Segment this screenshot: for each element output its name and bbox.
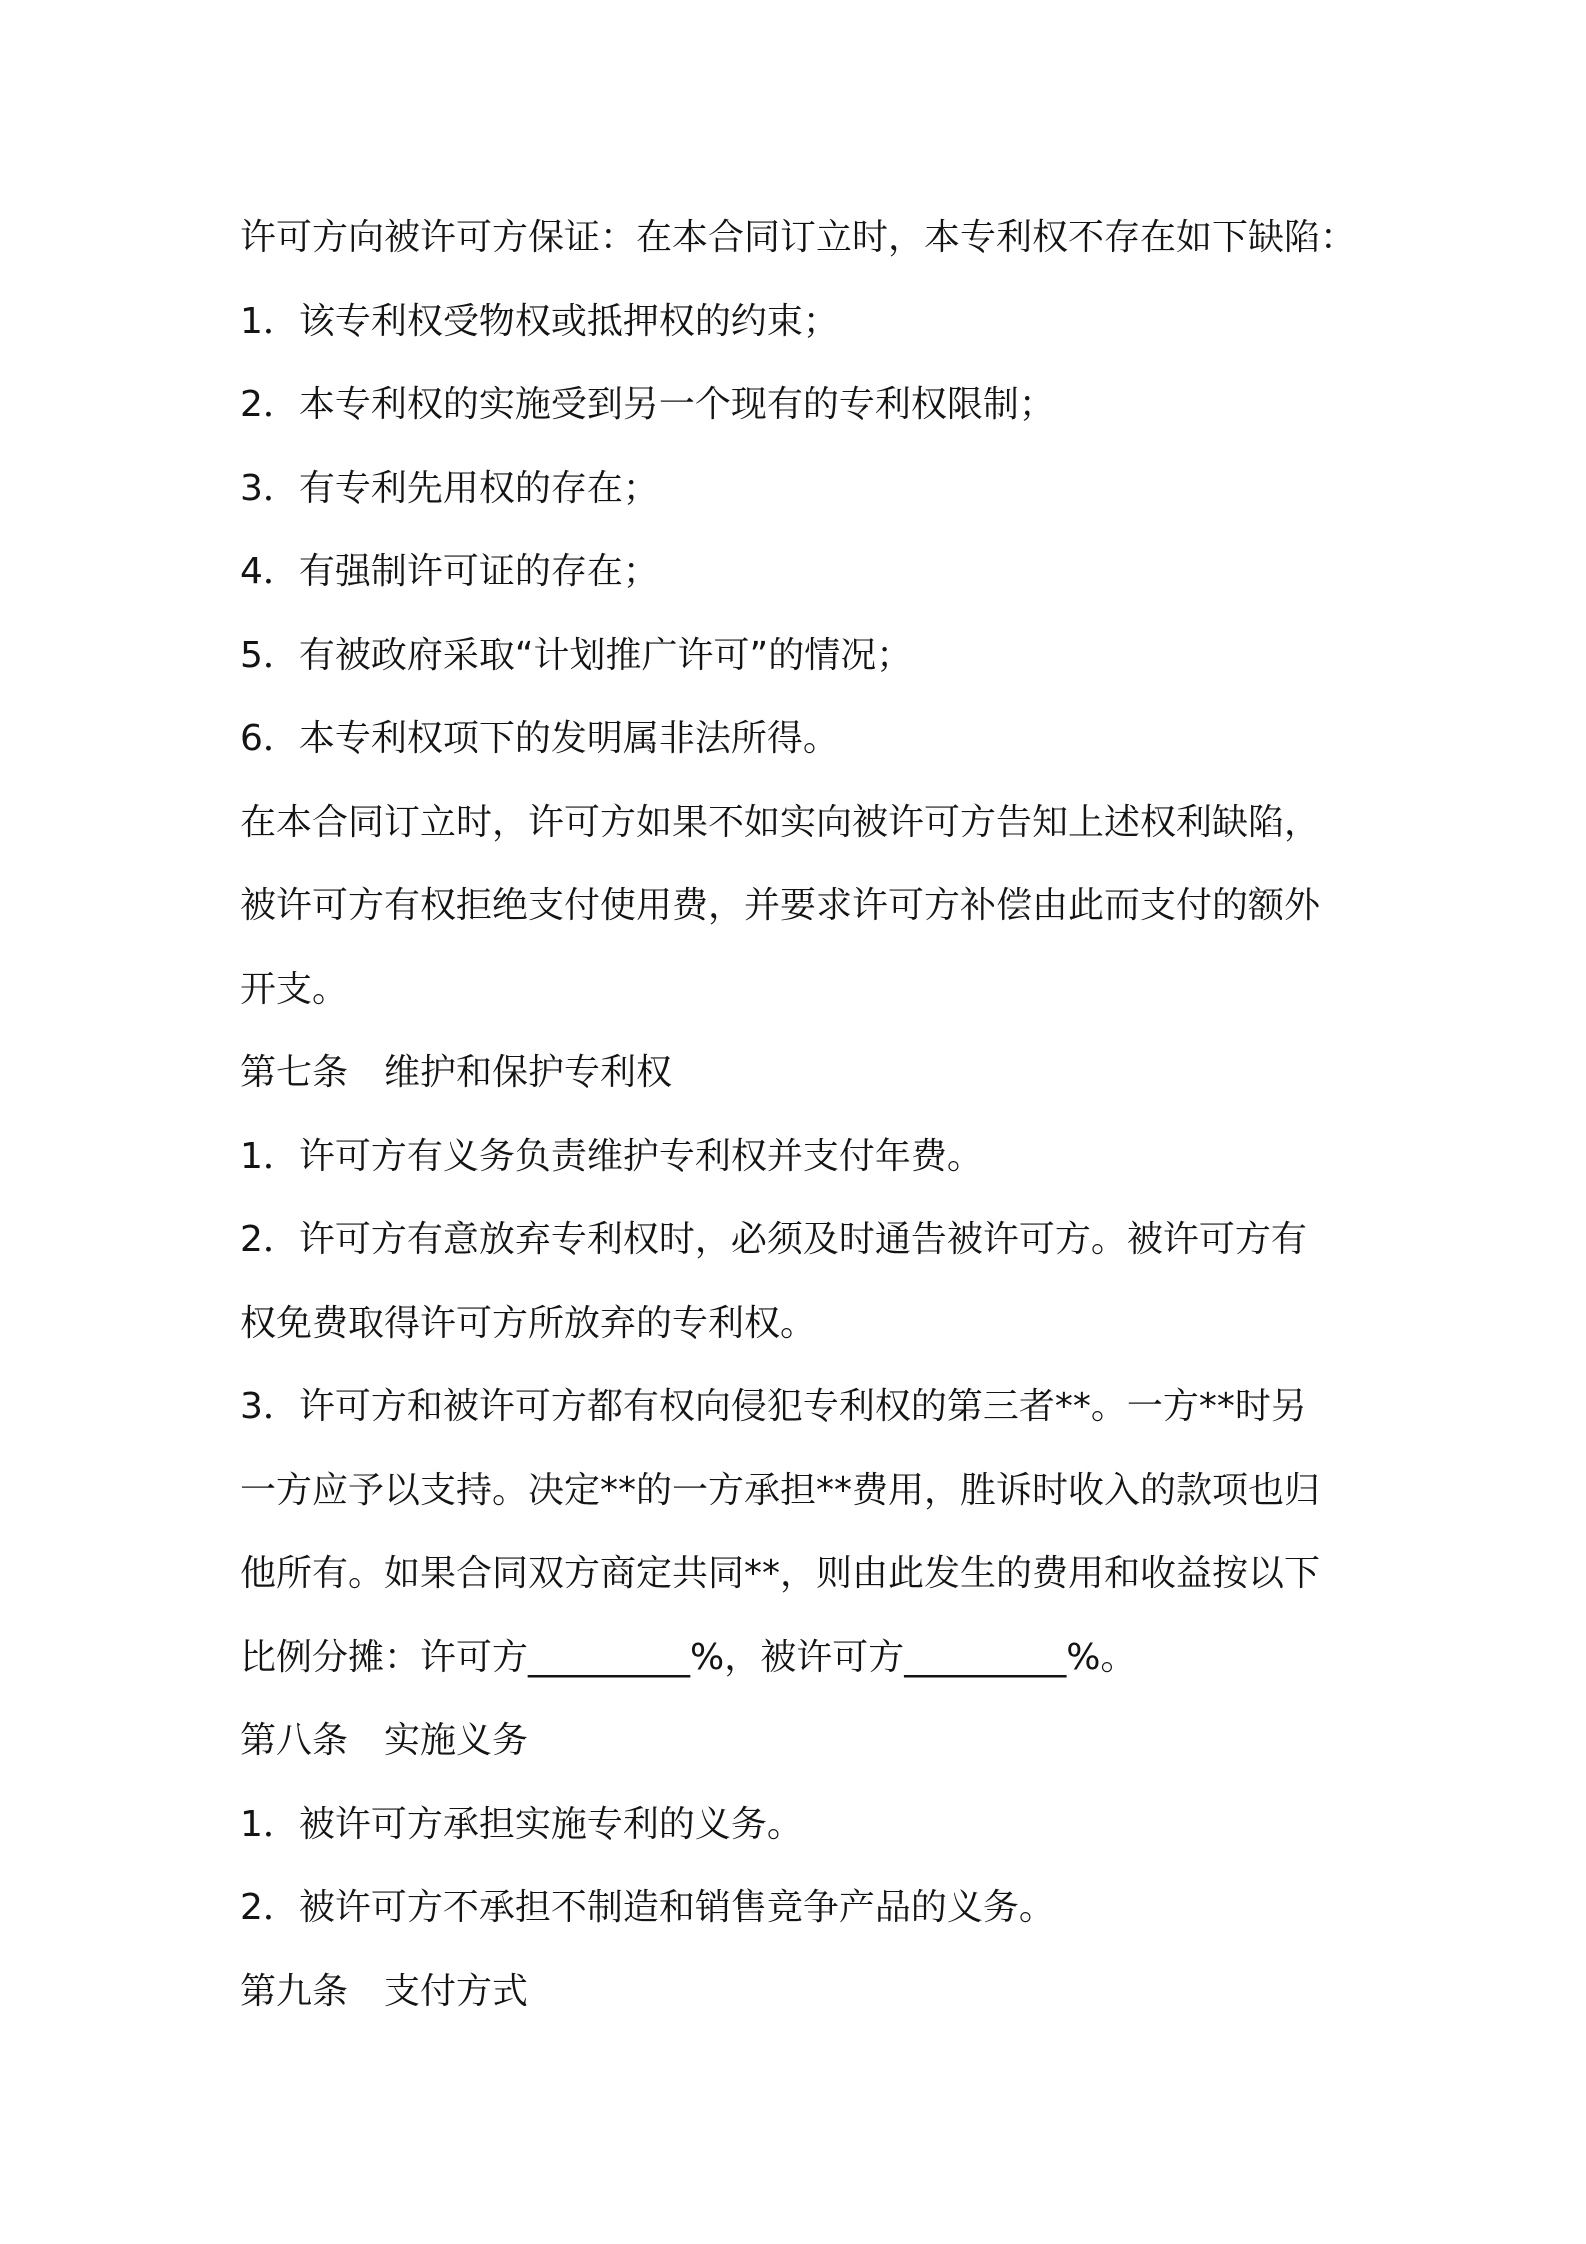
text-line-10: 开支。 xyxy=(240,968,349,1010)
text-line-18: 比例分摊：许可方_________%，被许可方_________%。 xyxy=(240,1636,1137,1678)
text-line-6: 5．有被政府采取“计划推广许可”的情况； xyxy=(240,634,913,676)
article-heading-7: 第七条 维护和保护专利权 xyxy=(240,1052,673,1093)
text-line-7: 6．本专利权项下的发明属非法所得。 xyxy=(240,718,839,759)
text-line-8: 在本合同订立时，许可方如果不如实向被许可方告知上述权利缺陷， xyxy=(240,801,1321,843)
text-line-1: 许可方向被许可方保证：在本合同订立时，本专利权不存在如下缺陷： xyxy=(240,217,1357,258)
text-line-14: 权免费取得许可方所放弃的专利权。 xyxy=(240,1302,817,1344)
text-line-21: 2．被许可方不承担不制造和销售竞争产品的义务。 xyxy=(240,1887,1055,1928)
article-heading-9: 第九条 支付方式 xyxy=(240,1970,529,2012)
text-line-13: 2．许可方有意放弃专利权时，必须及时通告被许可方。被许可方有 xyxy=(240,1219,1307,1260)
text-line-20: 1．被许可方承担实施专利的义务。 xyxy=(240,1803,803,1845)
text-line-16: 一方应予以支持。决定**的一方承担**费用，胜诉时收入的款项也归 xyxy=(240,1469,1321,1511)
text-line-9: 被许可方有权拒绝支付使用费，并要求许可方补偿由此而支付的额外 xyxy=(240,885,1321,926)
document-page xyxy=(240,196,1360,2033)
article-heading-8: 第八条 实施义务 xyxy=(240,1720,529,1761)
text-line-3: 2．本专利权的实施受到另一个现有的专利权限制； xyxy=(240,384,1055,425)
text-line-4: 3．有专利先用权的存在； xyxy=(240,467,659,509)
text-line-5: 4．有强制许可证的存在； xyxy=(240,551,659,592)
text-line-17: 他所有。如果合同双方商定共同**，则由此发生的费用和收益按以下 xyxy=(240,1553,1321,1594)
text-line-2: 1．该专利权受物权或抵押权的约束； xyxy=(240,300,839,342)
text-line-15: 3．许可方和被许可方都有权向侵犯专利权的第三者**。一方**时另 xyxy=(240,1386,1307,1427)
text-line-12: 1．许可方有义务负责维护专利权并支付年费。 xyxy=(240,1135,983,1177)
